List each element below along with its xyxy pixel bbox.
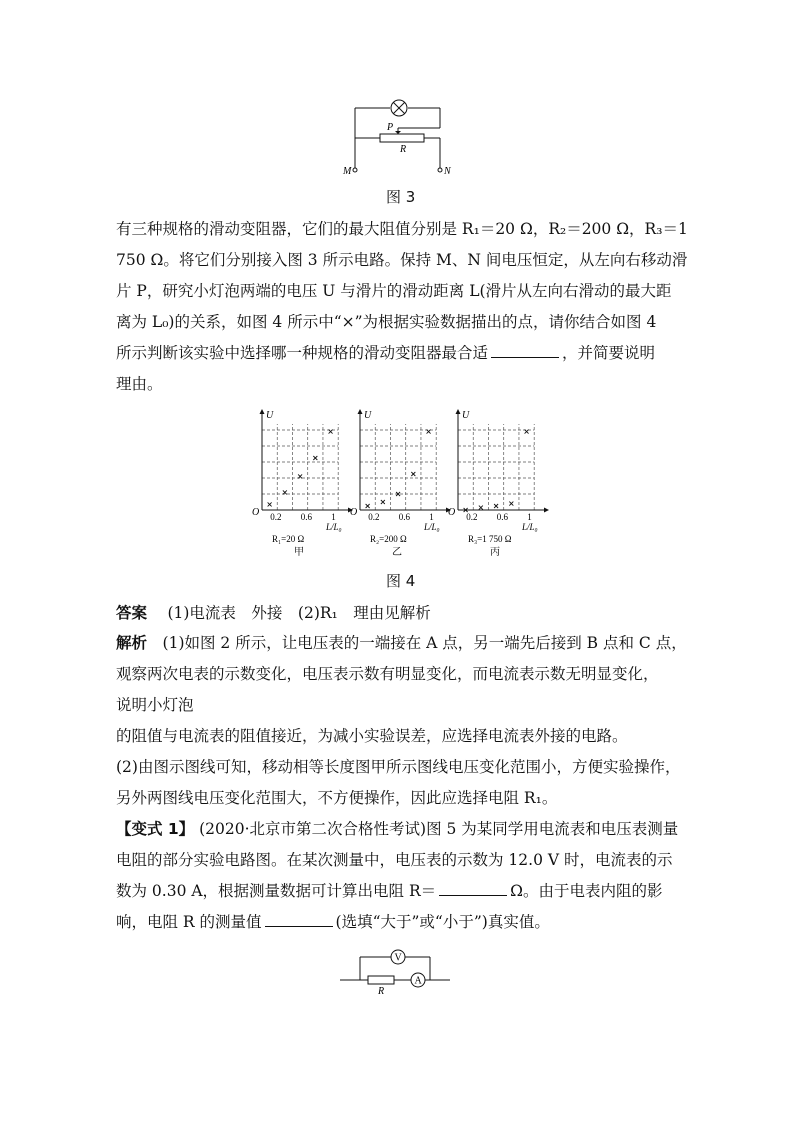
terminal-label-m: M [343,166,352,177]
question-text [116,214,696,400]
tick-label: 0.2 [466,512,478,522]
data-point [411,472,415,476]
data-point [366,504,370,508]
tick-label: 0.6 [300,512,312,522]
axis-label-x: L/L₀ [326,522,342,532]
question-line-3: 片 P，研究小灯泡两端的电压 U 与滑片的滑动距离 L(滑片从左向右滑动的最大距 [116,282,672,300]
variant-line-3: 数为 0.30 A，根据测量数据可计算出电阻 R＝ Ω。由于电表内阻的影 [116,882,663,900]
variant-line-2: 电阻的部分实验电路图。在某次测量中，电压表的示数为 12.0 V 时，电流表的示 [116,851,673,869]
panel-resistor-label: R₂=200 Ω [370,534,407,544]
question-line-5: 所示判断该实验中选择哪一种规格的滑动变阻器最合适 ，并简要说明 [116,344,656,362]
answer-block [116,598,696,629]
data-point [525,430,529,434]
axis-label-y: U [266,410,274,421]
axis-label-x: L/L₀ [424,522,440,532]
answer-blank-2[interactable] [439,881,507,896]
origin-label: O [350,507,358,518]
answer-blank-1[interactable] [491,343,559,358]
question-line-4: 离为 L₀)的关系，如图 4 所示中“×”为根据实验数据描出的点，请你结合如图 4 [116,313,657,331]
data-point [479,506,483,510]
variant-block [116,814,696,938]
data-point [509,502,513,506]
origin-label: O [252,507,260,518]
axis-label-y: U [364,410,372,421]
data-point [268,502,272,506]
tick-label: 1 [331,512,336,522]
axis-label-y: U [462,410,470,421]
answer-text: (1)电流表 外接 (2)R₁ 理由见解析 [167,604,431,622]
figure-5-circuit [340,944,455,996]
panel-resistor-label: R₁=20 Ω [272,534,305,544]
y-axis-arrow-icon [358,409,363,414]
analysis-block [116,628,696,814]
analysis-line-1: 解析 (1)如图 2 所示，让电压表的一端接在 A 点，另一端先后接到 B 点和 C 点， [116,634,687,652]
tick-label: 1 [527,512,532,522]
y-axis-arrow-icon [260,409,265,414]
answer-blank-3[interactable] [265,912,333,927]
question-line-1: 有三种规格的滑动变阻器，它们的最大阻值分别是 R₁＝20 Ω，R₂＝200 Ω，R₃＝1 [116,220,688,238]
panel-resistor-label: R₃=1 750 Ω [468,534,512,544]
tick-label: 0.2 [270,512,282,522]
data-point [381,500,385,504]
data-point [329,430,333,434]
analysis-line-5: (2)由图示图线可知，移动相等长度图甲所示图线电压变化范围小，方便实验操作， [116,758,681,776]
panel-name-label: 甲 [294,547,304,558]
tick-label: 1 [429,512,434,522]
variant-line-1: 【变式 1】 (2020·北京市第二次合格性考试)图 5 为某同学用电流表和电压表测量 [116,820,679,838]
axis-label-x: L/L₀ [522,522,538,532]
lamp-icon [391,100,407,116]
y-axis-arrow-icon [456,409,461,414]
svg-text:A: A [414,975,422,987]
data-point [298,474,302,478]
data-point [494,504,498,508]
figure-4-charts [250,398,560,568]
ammeter-icon [411,973,425,987]
x-axis-arrow-icon [544,508,549,513]
question-line-6: 理由。 [116,375,163,393]
figure-3-caption: 图 3 [386,188,416,206]
variant-line-4: 响，电阻 R 的测量值 (选填“大于”或“小于”)真实值。 [116,913,550,931]
analysis-line-3: 说明小灯泡 [116,696,194,714]
tick-label: 0.6 [496,512,508,522]
svg-text:V: V [394,952,402,964]
figure-4-caption: 图 4 [386,572,416,590]
tick-label: 0.6 [398,512,410,522]
data-point [313,456,317,460]
origin-label: O [448,507,456,518]
answer-label: 答案 [116,604,148,622]
data-point [427,430,431,434]
voltmeter-icon [391,950,405,964]
tick-label: 0.2 [368,512,380,522]
analysis-line-4: 的阻值与电流表的阻值接近，为减小实验误差，应选择电流表外接的电路。 [116,727,628,745]
question-line-2: 750 Ω。将它们分别接入图 3 所示电路。保持 M、N 间电压恒定，从左向右移动滑 [116,251,688,269]
resistor-label-r-fig5: R [378,986,385,996]
figure-3-circuit [330,90,470,185]
analysis-line-2: 观察两次电表的示数变化，电压表示数有明显变化，而电流表示数无明显变化， [116,665,659,683]
panel-name-label: 乙 [392,547,402,558]
analysis-line-6: 另外两图线电压变化范围大，不方便操作，因此应选择电阻 R₁。 [116,789,558,807]
panel-name-label: 丙 [490,547,500,558]
terminal-label-n: N [444,166,451,177]
slider-label-p: P [387,122,394,133]
resistor-label-r: R [400,144,407,155]
